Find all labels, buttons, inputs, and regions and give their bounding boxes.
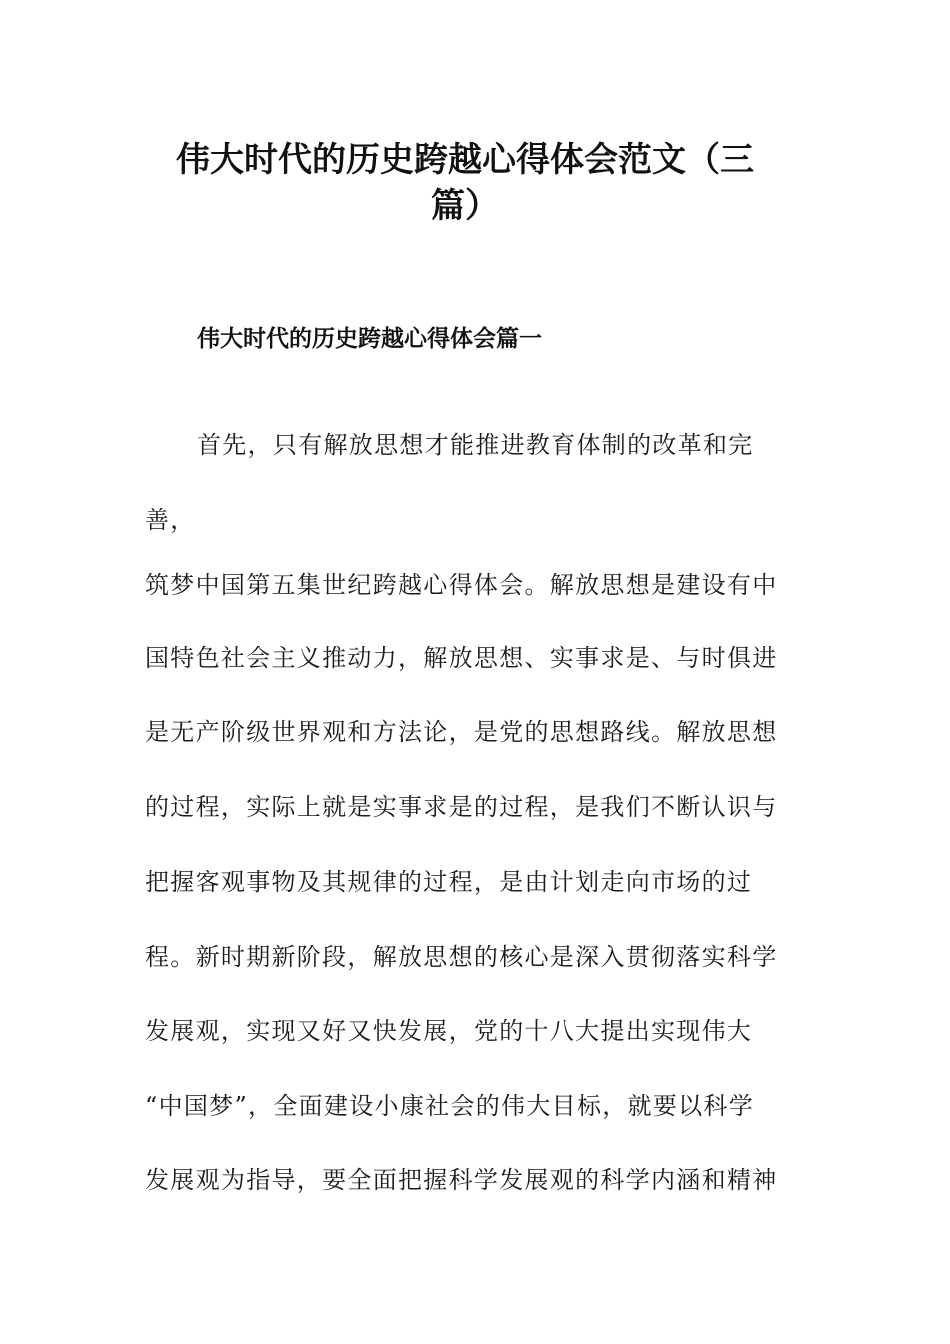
body-line: 发展观为指导，要全面把握科学发展观的科学内涵和精神 [145,1166,778,1194]
body-line: 善， [145,506,196,534]
body-line: 国特色社会主义推动力，解放思想、实事求是、与时俱进 [145,644,778,672]
body-line: 首先，只有解放思想才能推进教育体制的改革和完 [197,431,754,459]
body-line: 程。新时期新阶段，解放思想的核心是深入贯彻落实科学 [145,943,778,971]
body-line: 是无产阶级世界观和方法论，是党的思想路线。解放思想 [145,718,778,746]
body-line: 把握客观事物及其规律的过程，是由计划走向市场的过 [145,868,753,896]
body-line: 的过程，实际上就是实事求是的过程，是我们不断认识与 [145,793,778,821]
body-line: 筑梦中国第五集世纪跨越心得体会。解放思想是建设有中 [145,571,778,599]
body-line: 发展观，实现又好又快发展，党的十八大提出实现伟大 [145,1017,753,1045]
document-title-line-2: 篇） [431,186,499,226]
document-title-line-1: 伟大时代的历史跨越心得体会范文（三 [176,140,754,180]
section-heading: 伟大时代的历史跨越心得体会篇一 [197,326,542,352]
body-line: “中国梦”，全面建设小康社会的伟大目标，就要以科学 [145,1092,755,1120]
